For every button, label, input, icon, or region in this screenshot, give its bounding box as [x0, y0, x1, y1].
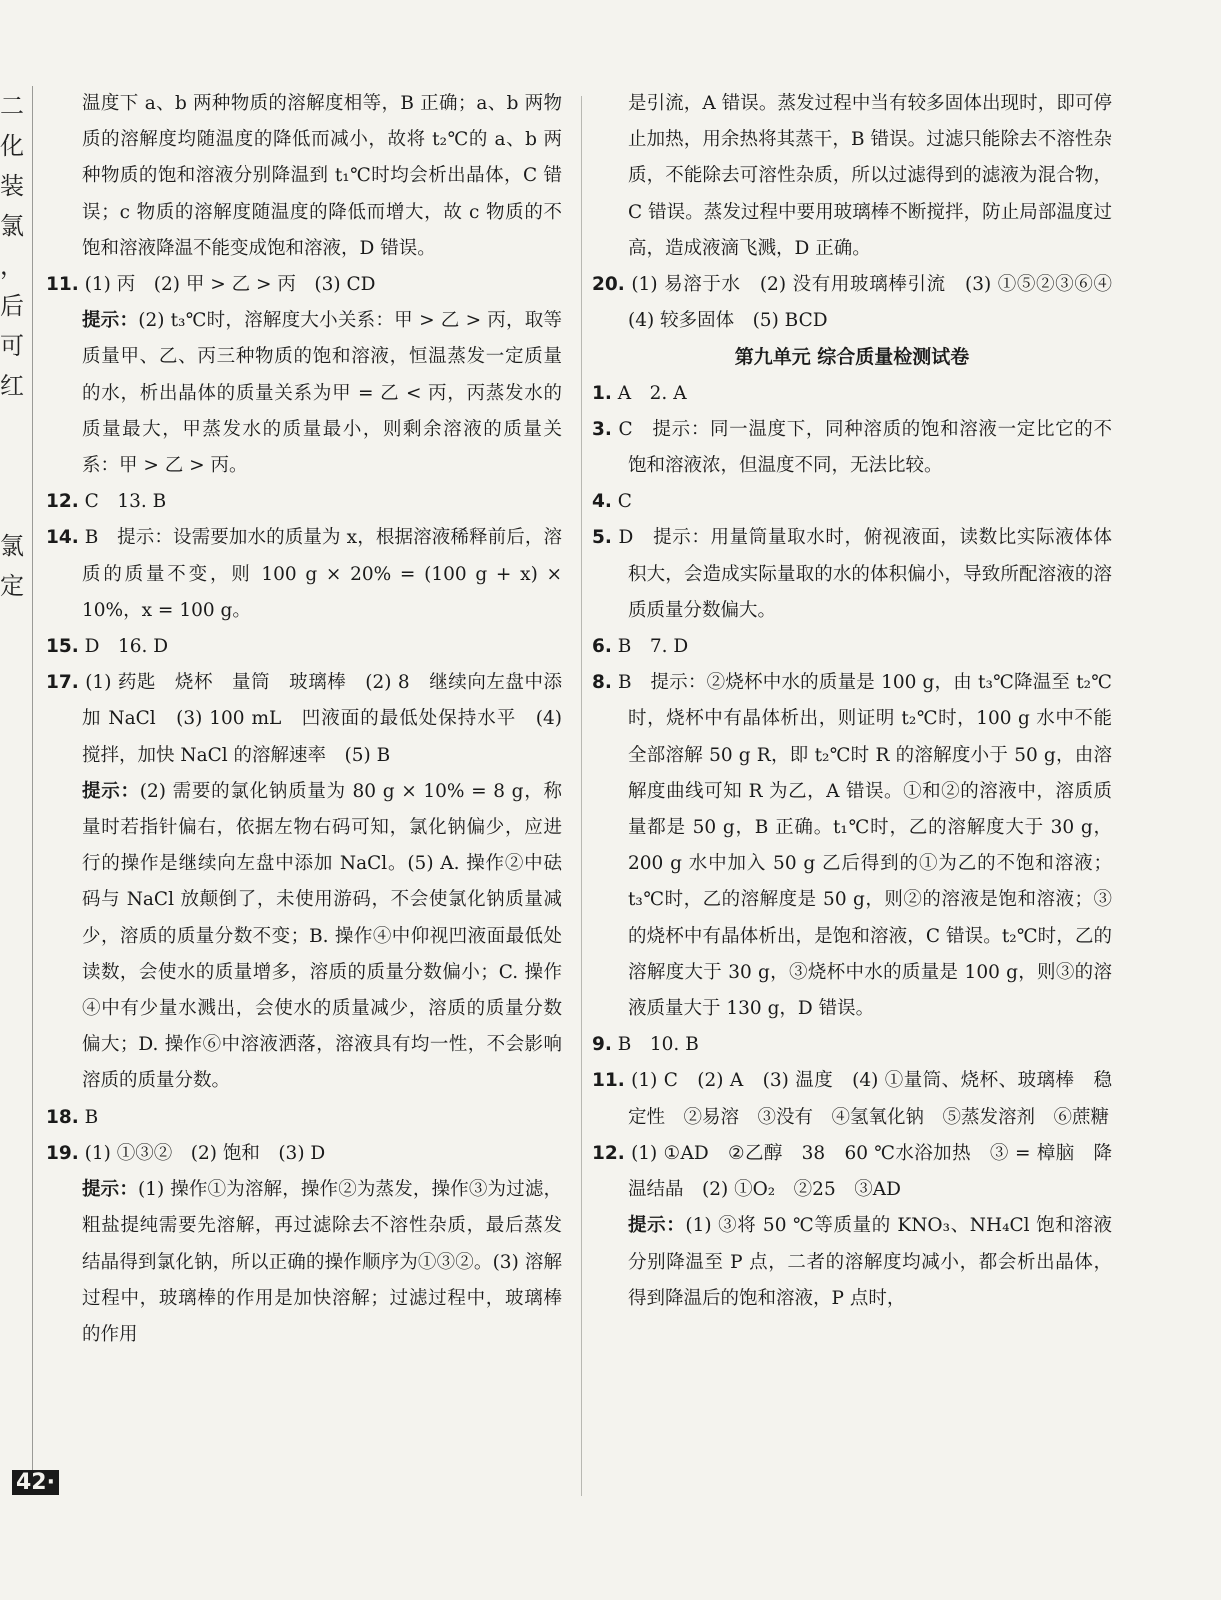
left-edge-text — [0, 86, 24, 606]
answer-item — [46, 1100, 562, 1136]
item-text: (1) 易溶于水 (2) 没有用玻璃棒引流 (3) ①⑤②③⑥④ (4) 较多固体 (5) BCD — [628, 274, 1131, 332]
item-number: 4. — [592, 491, 612, 513]
answer-item — [46, 1136, 562, 1172]
edge-fragment: 定 — [0, 572, 24, 600]
answer-item — [592, 267, 1131, 339]
edge-fragment: 化 — [0, 132, 24, 160]
column-divider — [581, 96, 582, 1496]
page-number: 42· — [12, 1470, 59, 1495]
hint-label: 提示： — [628, 1215, 686, 1237]
answer-item — [592, 1063, 1112, 1135]
hint-paragraph — [592, 1208, 1112, 1317]
hint-paragraph — [46, 774, 562, 1100]
answer-item — [46, 629, 562, 665]
continued-paragraph: 是引流，A 错误。蒸发过程中当有较多固体出现时，即可停止加热，用余热将其蒸干，B 错误。过滤只能除去不溶性杂质，不能除去可溶性杂质，所以过滤得到的滤液为混合物，C 错误。蒸发过程中要用玻璃棒不断搅拌，防止局部温度过高，造成液滴飞溅，D 正确。 — [628, 93, 1112, 259]
item-text: B 10. B — [617, 1034, 699, 1056]
answer-item — [46, 520, 562, 629]
item-text: B 7. D — [617, 636, 689, 658]
answer-item — [46, 665, 562, 774]
item-text: C 提示：同一温度下，同种溶质的饱和溶液一定比它的不饱和溶液浓，但温度不同，无法比较。 — [618, 418, 1112, 477]
item-number: 12. — [592, 1142, 625, 1164]
item-number: 17. — [46, 672, 79, 694]
hint-text: (1) 操作①为溶解，操作②为蒸发，操作③为过滤，粗盐提纯需要先溶解，再过滤除去不溶性杂质，最后蒸发结晶得到氯化钠，所以正确的操作顺序为①③②。(3) 溶解过程中，玻璃棒的作用是加快溶解；过滤过程中，玻璃棒的作用 — [82, 1179, 562, 1345]
hint-paragraph — [46, 303, 562, 484]
edge-fragment: 可 — [0, 332, 24, 360]
edge-fragment: 装 — [0, 172, 24, 200]
item-number: 15. — [46, 636, 79, 658]
right-column — [592, 86, 1131, 1317]
answer-item — [46, 484, 562, 520]
item-number: 20. — [592, 274, 625, 296]
answer-item — [592, 412, 1112, 484]
item-number: 14. — [46, 527, 79, 549]
item-text: (1) ①③② (2) 饱和 (3) D — [84, 1142, 326, 1164]
hint-text: (2) 需要的氯化钠质量为 80 g × 10% = 8 g，称量时若指针偏右，依据左物右码可知，氯化钠偏少，应进行的操作是继续向左盘中添加 NaCl。(5) A. 操作②中砝码与 NaCl 放颠倒了，未使用游码，不会使氯化钠质量减少，溶质的质量分数不变；B. 操作④中仰视凹液面最低处读数，会使水的质量增多，溶质的质量分数偏小；C. 操作④中有少量水溅出，会使水的质量减少，溶质的质量分数偏大；D. 操作⑥中溶液洒落，溶液具有均一性，不会影响溶质的质量分数。 — [82, 780, 562, 1092]
item-number: 6. — [592, 636, 612, 658]
answer-item — [592, 484, 1112, 520]
item-text: (1) 药匙 烧杯 量筒 玻璃棒 (2) 8 继续向左盘中添加 NaCl (3) 100 mL 凹液面的最低处保持水平 (4) 搅拌，加快 NaCl 的溶解速率 (5) B — [82, 672, 562, 766]
answer-item — [592, 665, 1112, 1027]
answer-item — [592, 520, 1112, 629]
item-number: 18. — [46, 1106, 79, 1128]
answer-item — [592, 376, 1112, 412]
item-number: 3. — [592, 418, 612, 440]
item-number: 11. — [46, 274, 79, 296]
item-number: 19. — [46, 1142, 79, 1164]
section-title: 第九单元 综合质量检测试卷 — [734, 346, 970, 369]
left-column — [46, 86, 562, 1353]
item-text: (1) ①AD ②乙醇 38 60 ℃水浴加热 ③ = 樟脑 降温结晶 (2) ①O₂ ②25 ③AD — [628, 1142, 1112, 1201]
item-text: C 13. B — [84, 491, 167, 513]
edge-fragment — [0, 406, 14, 446]
item-text: C — [617, 491, 632, 513]
continued-paragraph: 温度下 a、b 两种物质的溶解度相等，B 正确；a、b 两物质的溶解度均随温度的降低而减小，故将 t₂℃的 a、b 两种物质的饱和溶液分别降温到 t₁℃时均会析出晶体，C 错误；c 物质的溶解度随温度的降低而增大，故 c 物质的不饱和溶液降温不能变成饱和溶液，D 错误。 — [82, 93, 562, 259]
item-number: 12. — [46, 491, 79, 513]
edge-fragment: 氯 — [0, 532, 24, 560]
edge-fragment: 二 — [0, 92, 24, 120]
answer-item — [592, 1027, 1112, 1063]
answer-item — [592, 1136, 1112, 1208]
item-text: D 16. D — [84, 636, 169, 658]
item-text: A 2. A — [617, 382, 687, 404]
item-number: 9. — [592, 1034, 612, 1056]
hint-text: (2) t₃℃时，溶解度大小关系：甲 > 乙 > 丙，取等质量甲、乙、丙三种物质的饱和溶液，恒温蒸发一定质量的水，析出晶体的质量关系为甲 = 乙 < 丙，丙蒸发水的质量最大，甲蒸发水的质量最小，则剩余溶液的质量关系：甲 > 乙 > 丙。 — [82, 310, 562, 477]
hint-label: 提示： — [82, 1179, 138, 1201]
item-number: 8. — [592, 672, 612, 694]
item-number: 1. — [592, 382, 612, 404]
item-number: 11. — [592, 1070, 625, 1092]
item-text: D 提示：用量筒量取水时，俯视液面，读数比实际液体体积大，会造成实际量取的水的体积偏小，导致所配溶液的溶质质量分数偏大。 — [618, 527, 1112, 621]
hint-label: 提示： — [82, 780, 140, 802]
answer-item — [592, 629, 1112, 665]
hint-paragraph — [46, 1172, 562, 1353]
item-text: B — [84, 1106, 99, 1128]
answer-item — [46, 267, 562, 303]
item-text: (1) C (2) A (3) 温度 (4) ①量筒、烧杯、玻璃棒 稳定性 ②易溶 ③没有 ④氢氧化钠 ⑤蒸发溶剂 ⑥蔗糖 — [628, 1070, 1112, 1128]
edge-fragment: 氯 — [0, 212, 24, 240]
edge-fragment: 后 — [0, 292, 24, 320]
item-text: B 提示：②烧杯中水的质量是 100 g，由 t₃℃降温至 t₂℃时，烧杯中有晶体析出，则证明 t₂℃时，100 g 水中不能全部溶解 50 g R，即 t₂℃时 R 的溶解度小于 50 g，由溶解度曲线可知 R 为乙，A 错误。①和②的溶液中，溶质质量都是 50 g，B 正确。t₁℃时，乙的溶解度大于 30 g，200 g 水中加入 50 g 乙后得到的①为乙的不饱和溶液；t₃℃时，乙的溶解度是 50 g，则②的溶液是饱和溶液；③的烧杯中有晶体析出，是饱和溶液，C 错误。t₂℃时，乙的溶解度大于 30 g，③烧杯中水的质量是 100 g，则③的溶液质量大于 130 g，D 错误。 — [618, 672, 1112, 1020]
item-number: 5. — [592, 527, 612, 549]
item-text: B 提示：设需要加水的质量为 x，根据溶液稀释前后，溶质的质量不变，则 100 g × 20% = (100 g + x) × 10%，x = 100 g。 — [82, 527, 562, 621]
edge-fragment — [0, 486, 14, 526]
binding-divider — [32, 86, 33, 1486]
edge-fragment: 红 — [0, 372, 24, 400]
hint-label: 提示： — [82, 310, 139, 332]
item-text: (1) 丙 (2) 甲 > 乙 > 丙 (3) CD — [84, 274, 376, 296]
edge-fragment — [0, 446, 14, 486]
edge-fragment: ， — [0, 252, 24, 280]
hint-text: (1) ③将 50 ℃等质量的 KNO₃、NH₄Cl 饱和溶液分别降温至 P 点，二者的溶解度均减小，都会析出晶体，得到降温后的饱和溶液，P 点时， — [628, 1215, 1112, 1309]
